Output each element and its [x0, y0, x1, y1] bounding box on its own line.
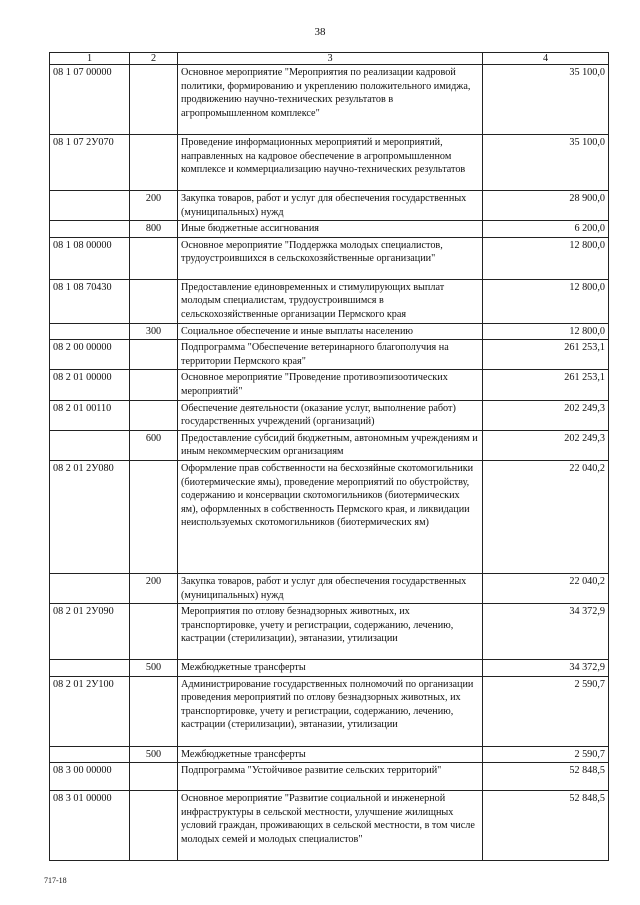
row-amount: 34 372,9	[483, 660, 609, 677]
row-code: 08 2 01 00000	[50, 370, 130, 400]
row-amount: 35 100,0	[483, 65, 609, 135]
row-code	[50, 746, 130, 763]
table-header-row	[50, 53, 609, 65]
table-row	[50, 340, 609, 370]
row-expense-type	[130, 604, 178, 660]
row-expense-type	[130, 65, 178, 135]
table-row	[50, 279, 609, 323]
table-row	[50, 191, 609, 221]
row-code: 08 1 08 00000	[50, 237, 130, 279]
row-amount: 12 800,0	[483, 279, 609, 323]
row-expense-type	[130, 460, 178, 573]
table-row	[50, 135, 609, 191]
table-row	[50, 237, 609, 279]
table-row	[50, 221, 609, 238]
table-row	[50, 660, 609, 677]
table-row	[50, 604, 609, 660]
row-code	[50, 573, 130, 603]
row-name: Иные бюджетные ассигнования	[178, 221, 483, 238]
row-code: 08 3 01 00000	[50, 791, 130, 861]
row-code	[50, 191, 130, 221]
row-amount: 35 100,0	[483, 135, 609, 191]
row-amount: 34 372,9	[483, 604, 609, 660]
row-name: Обеспечение деятельности (оказание услуг, выполнение работ) государственных учреждений (организаций)	[178, 400, 483, 430]
row-code	[50, 660, 130, 677]
row-amount: 28 900,0	[483, 191, 609, 221]
table-row	[50, 65, 609, 135]
header-col-2: 2	[130, 53, 178, 65]
row-code: 08 2 00 00000	[50, 340, 130, 370]
header-col-1: 1	[50, 53, 130, 65]
row-expense-type	[130, 763, 178, 791]
table-row	[50, 430, 609, 460]
row-name: Мероприятия по отлову безнадзорных животных, их транспортировке, учету и регистрации, содержанию, лечению, кастрации (стерилизации), эвтаназии, утилизации	[178, 604, 483, 660]
table-row	[50, 400, 609, 430]
header-col-3: 3	[178, 53, 483, 65]
row-expense-type: 300	[130, 323, 178, 340]
row-name: Межбюджетные трансферты	[178, 746, 483, 763]
row-code: 08 2 01 2У100	[50, 676, 130, 746]
row-name: Межбюджетные трансферты	[178, 660, 483, 677]
table-row	[50, 763, 609, 791]
row-name: Администрирование государственных полномочий по организации проведения мероприятий по отлову безнадзорных животных, их транспортировке, учету и регистрации, содержанию, лечению, кастрации (стерилизации), эвтаназии, утилизации	[178, 676, 483, 746]
budget-table	[49, 52, 609, 861]
row-code: 08 1 07 00000	[50, 65, 130, 135]
row-code: 08 1 08 70430	[50, 279, 130, 323]
row-name: Проведение информационных мероприятий и мероприятий, направленных на кадровое обеспечение в агропромышленном комплексе и коммерциализацию научно-технических результатов	[178, 135, 483, 191]
table-row	[50, 460, 609, 573]
row-expense-type	[130, 400, 178, 430]
row-amount: 202 249,3	[483, 400, 609, 430]
row-expense-type	[130, 237, 178, 279]
row-name: Социальное обеспечение и иные выплаты населению	[178, 323, 483, 340]
row-code	[50, 430, 130, 460]
row-amount: 52 848,5	[483, 763, 609, 791]
row-name: Подпрограмма "Устойчивое развитие сельских территорий"	[178, 763, 483, 791]
row-name: Основное мероприятие "Мероприятия по реализации кадровой политики, формированию и укреплению положительного имиджа, продвижению научно-технических результатов в агропромышленном комплексе"	[178, 65, 483, 135]
row-amount: 202 249,3	[483, 430, 609, 460]
table-row	[50, 791, 609, 861]
row-expense-type: 200	[130, 191, 178, 221]
row-expense-type: 500	[130, 660, 178, 677]
row-amount: 12 800,0	[483, 323, 609, 340]
table-row	[50, 676, 609, 746]
row-code: 08 2 01 00110	[50, 400, 130, 430]
row-expense-type	[130, 676, 178, 746]
row-code: 08 2 01 2У080	[50, 460, 130, 573]
row-name: Закупка товаров, работ и услуг для обеспечения государственных (муниципальных) нужд	[178, 573, 483, 603]
row-expense-type: 600	[130, 430, 178, 460]
row-name: Закупка товаров, работ и услуг для обеспечения государственных (муниципальных) нужд	[178, 191, 483, 221]
row-name: Основное мероприятие "Поддержка молодых специалистов, трудоустроившихся в сельскохозяйственные организации"	[178, 237, 483, 279]
row-code	[50, 323, 130, 340]
footer-code: 717-18	[44, 876, 67, 885]
table-row	[50, 573, 609, 603]
row-code: 08 3 00 00000	[50, 763, 130, 791]
row-amount: 2 590,7	[483, 746, 609, 763]
row-amount: 22 040,2	[483, 573, 609, 603]
row-name: Подпрограмма "Обеспечение ветеринарного благополучия на территории Пермского края"	[178, 340, 483, 370]
row-expense-type: 800	[130, 221, 178, 238]
row-expense-type	[130, 791, 178, 861]
page-number: 38	[314, 26, 326, 38]
row-name: Основное мероприятие "Развитие социальной и инженерной инфраструктуры в сельской местности, улучшение жилищных условий граждан, проживающих в сельской местности, в том числе молодых семей и молодых специалистов"	[178, 791, 483, 861]
row-amount: 52 848,5	[483, 791, 609, 861]
row-code: 08 2 01 2У090	[50, 604, 130, 660]
row-expense-type	[130, 279, 178, 323]
row-amount: 2 590,7	[483, 676, 609, 746]
row-expense-type	[130, 370, 178, 400]
row-name: Оформление прав собственности на бесхозяйные скотомогильники (биотермические ямы), проведение мероприятий по обустройству, содержанию и консервации скотомогильников (биотермических ям), оформленных в собственность Пермского края, и ликвидации неиспользуемых скотомогильников (биотермических ям)	[178, 460, 483, 573]
row-expense-type	[130, 340, 178, 370]
row-expense-type	[130, 135, 178, 191]
row-name: Основное мероприятие "Проведение противоэпизоотических мероприятий"	[178, 370, 483, 400]
row-name: Предоставление единовременных и стимулирующих выплат молодым специалистам, трудоустроившимся в сельскохозяйственные организации Пермского края	[178, 279, 483, 323]
row-code: 08 1 07 2У070	[50, 135, 130, 191]
row-amount: 6 200,0	[483, 221, 609, 238]
header-col-4: 4	[483, 53, 609, 65]
row-amount: 261 253,1	[483, 340, 609, 370]
table-row	[50, 370, 609, 400]
row-name: Предоставление субсидий бюджетным, автономным учреждениям и иным некоммерческим организациям	[178, 430, 483, 460]
row-amount: 22 040,2	[483, 460, 609, 573]
row-amount: 261 253,1	[483, 370, 609, 400]
table-row	[50, 323, 609, 340]
row-expense-type: 500	[130, 746, 178, 763]
row-code	[50, 221, 130, 238]
table-row	[50, 746, 609, 763]
row-amount: 12 800,0	[483, 237, 609, 279]
row-expense-type: 200	[130, 573, 178, 603]
